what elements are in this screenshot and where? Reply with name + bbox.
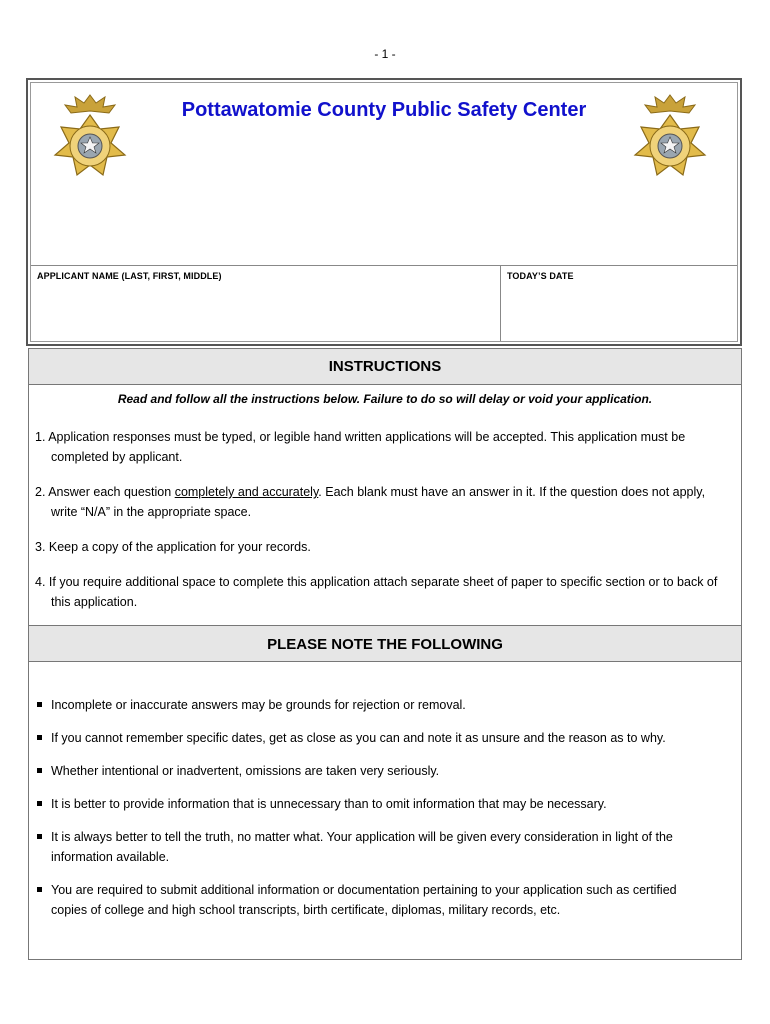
instruction-item-3-line1: 3. Keep a copy of the application for your records. xyxy=(35,540,311,554)
bullet-text: You are required to submit additional information or documentation pertaining to your application such as certified xyxy=(51,883,677,897)
note-bullet-list xyxy=(35,695,735,933)
list-item xyxy=(35,695,735,715)
bullet-square-icon xyxy=(37,702,42,707)
applicant-fields-row xyxy=(31,265,737,341)
todays-date-label: TODAY’S DATE xyxy=(507,271,574,281)
header-inner xyxy=(30,82,738,342)
instruction-item-4 xyxy=(35,572,737,612)
instructions-box xyxy=(28,348,742,960)
bullet-text-cont: copies of college and high school transcripts, birth certificate, diplomas, military records, etc. xyxy=(51,903,561,917)
bullet-text-cont: information available. xyxy=(51,850,170,864)
instruction-item-2-line2: write “N/A” in the appropriate space. xyxy=(51,505,252,519)
instruction-item-2 xyxy=(35,482,737,522)
note-heading: PLEASE NOTE THE FOLLOWING xyxy=(29,625,741,662)
list-item xyxy=(35,728,735,748)
instruction-item-1-line1: 1. Application responses must be typed, or legible hand written applications will be accepted. This application must be xyxy=(35,430,686,444)
page-title: Pottawatomie County Public Safety Center xyxy=(181,99,587,121)
instructions-heading: INSTRUCTIONS xyxy=(29,349,741,385)
page-number: - 1 - xyxy=(374,47,396,61)
bullet-text: Incomplete or inaccurate answers may be grounds for rejection or removal. xyxy=(51,698,466,712)
bullet-square-icon xyxy=(37,834,42,839)
instructions-intro: Read and follow all the instructions below. Failure to do so will delay or void your application. xyxy=(117,392,653,406)
bullet-text: Whether intentional or inadvertent, omissions are taken very seriously. xyxy=(51,764,440,778)
instruction-item-1 xyxy=(35,427,737,467)
bullet-square-icon xyxy=(37,768,42,773)
instruction-item-2-underlined: completely and accurately xyxy=(174,485,319,499)
badge-logo-right xyxy=(625,89,715,189)
applicant-name-field[interactable] xyxy=(31,266,501,341)
instruction-item-2-pre: 2. Answer each question xyxy=(35,485,175,499)
bullet-text: If you cannot remember specific dates, get as close as you can and note it as unsure and the reason as to why. xyxy=(51,731,666,745)
bullet-text: It is better to provide information that is unnecessary than to omit information that may be necessary. xyxy=(51,797,607,811)
list-item xyxy=(35,761,735,781)
instruction-item-2-post: . Each blank must have an answer in it. If the question does not apply, xyxy=(318,485,706,499)
header-box xyxy=(26,78,742,346)
bullet-square-icon xyxy=(37,735,42,740)
instruction-item-4-line1: 4. If you require additional space to complete this application attach separate sheet of paper to specific section or to back of xyxy=(35,575,718,589)
bullet-text: It is always better to tell the truth, no matter what. Your application will be given every consideration in light of the xyxy=(51,830,673,844)
list-item xyxy=(35,880,735,920)
instruction-item-3 xyxy=(35,537,737,557)
applicant-name-label: APPLICANT NAME (LAST, FIRST, MIDDLE) xyxy=(37,271,222,281)
bullet-square-icon xyxy=(37,801,42,806)
todays-date-field[interactable] xyxy=(501,266,737,341)
list-item xyxy=(35,827,735,867)
instruction-item-1-line2: completed by applicant. xyxy=(51,450,183,464)
list-item xyxy=(35,794,735,814)
instruction-item-4-line2: this application. xyxy=(51,595,138,609)
bullet-square-icon xyxy=(37,887,42,892)
